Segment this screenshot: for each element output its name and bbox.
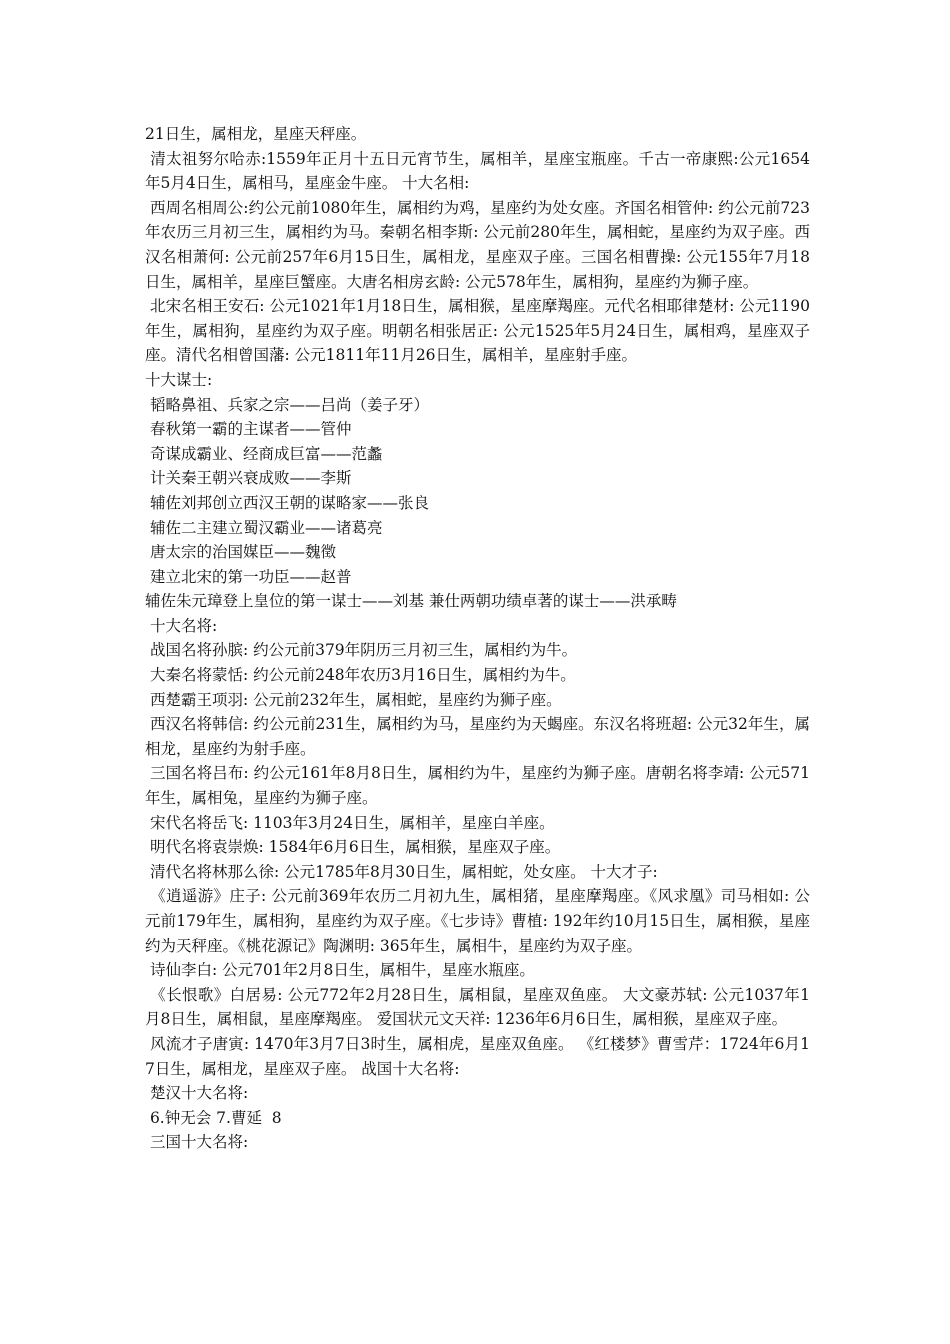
list-item: 辅佐刘邦创立西汉王朝的谋略家——张良 (145, 493, 429, 512)
list-item: 计关秦王朝兴衰成败——李斯 (145, 469, 352, 488)
paragraph: 大秦名将蒙恬: 约公元前248年农历3月16日生，属相约为牛。 (145, 666, 576, 685)
paragraph: 诗仙李白: 公元701年2月8日生，属相牛，星座水瓶座。 (145, 961, 535, 980)
paragraph: 《逍遥游》庄子: 公元前369年农历二月初九生，属相猪，星座摩羯座。《风求凰》司马相如: 公元前179年生，属相狗，星座约为双子座。《七步诗》曹植: 192年约10月15日生，属相猴，星座约为天秤座。《桃花源记》陶渊明: 365年生，属相牛，星座约为双子座。 (145, 887, 810, 955)
paragraph: 6.钟无会 7.曹延 8 (145, 1108, 282, 1127)
paragraph: 清太祖努尔哈赤:1559年正月十五日元宵节生，属相羊，星座宝瓶座。千古一帝康熙:公元1654年5月4日生，属相马，星座金牛座。 十大名相: (145, 149, 810, 193)
paragraph: 宋代名将岳飞: 1103年3月24日生，属相羊，星座白羊座。 (145, 813, 555, 832)
paragraph: 战国名将孙膑: 约公元前379年阴历三月初三生，属相约为牛。 (145, 641, 578, 660)
section-heading: 十大谋士: (145, 370, 213, 389)
list-item: 辅佐二主建立蜀汉霸业——诸葛亮 (145, 518, 383, 537)
paragraph: 西周名相周公:约公元前1080年生，属相约为鸡，星座约为处女座。齐国名相管仲: 约公元前723年农历三月初三生，属相约为马。秦朝名相李斯: 公元前280年生，属相蛇，星座约为双子座。西汉名相萧何: 公元前257年6月15日生，属相龙，星座双子座。三国名相曹操: 公元155年7月18日生，属相羊，星座巨蟹座。大唐名相房玄龄: 公元578年生，属相狗，星座约为狮子座。 (145, 198, 810, 291)
paragraph: 明代名将袁崇焕: 1584年6月6日生，属相猴，星座双子座。 (145, 838, 561, 857)
section-heading: 三国十大名将: (145, 1133, 249, 1152)
paragraph: 《长恨歌》白居易: 公元772年2月28日生，属相鼠，星座双鱼座。 大文豪苏轼: 公元1037年1月8日生，属相鼠，星座摩羯座。 爱国状元文天祥: 1236年6月6日生，属相猴，星座双子座。 (145, 985, 810, 1029)
paragraph: 风流才子唐寅: 1470年3月7日3时生，属相虎，星座双鱼座。 《红楼梦》曹雪芹：1724年6月17日生，属相龙，星座双子座。 战国十大名将: (145, 1034, 810, 1078)
paragraph: 21日生，属相龙，星座天秤座。 (145, 125, 367, 143)
section-heading: 楚汉十大名将: (145, 1084, 249, 1103)
list-item: 辅佐朱元璋登上皇位的第一谋士——刘基 兼仕两朝功绩卓著的谋士——洪承畴 (145, 592, 677, 611)
list-item: 建立北宋的第一功臣——赵普 (145, 567, 352, 586)
paragraph: 西楚霸王项羽: 公元前232年生，属相蛇，星座约为狮子座。 (145, 690, 562, 709)
document-body (145, 122, 810, 1155)
paragraph: 北宋名相王安石: 公元1021年1月18日生，属相猴，星座摩羯座。元代名相耶律楚材: 公元1190年生，属相狗，星座约为双子座。明朝名相张居正: 公元1525年5月24日生，属相鸡，星座双子座。清代名相曾国藩: 公元1811年11月26日生，属相羊，星座射手座。 (145, 297, 810, 365)
paragraph: 清代名将林那么徐: 公元1785年8月30日生，属相蛇，处女座。 十大才子: (145, 862, 658, 881)
list-item: 春秋第一霸的主谋者——管仲 (145, 420, 352, 439)
list-item: 唐太宗的治国媒臣——魏徵 (145, 543, 336, 562)
paragraph: 西汉名将韩信: 约公元前231生，属相约为马，星座约为天蝎座。东汉名将班超: 公元32年生，属相龙，星座约为射手座。 (145, 715, 810, 758)
paragraph: 三国名将吕布: 约公元161年8月8日生，属相约为牛，星座约为狮子座。唐朝名将李靖: 公元571年生，属相兔，星座约为狮子座。 (145, 764, 810, 808)
section-heading: 十大名将: (145, 616, 218, 635)
list-item: 韬略鼻祖、兵家之宗——吕尚（姜子牙） (145, 395, 429, 414)
list-item: 奇谋成霸业、经商成巨富——范蠡 (145, 444, 383, 463)
